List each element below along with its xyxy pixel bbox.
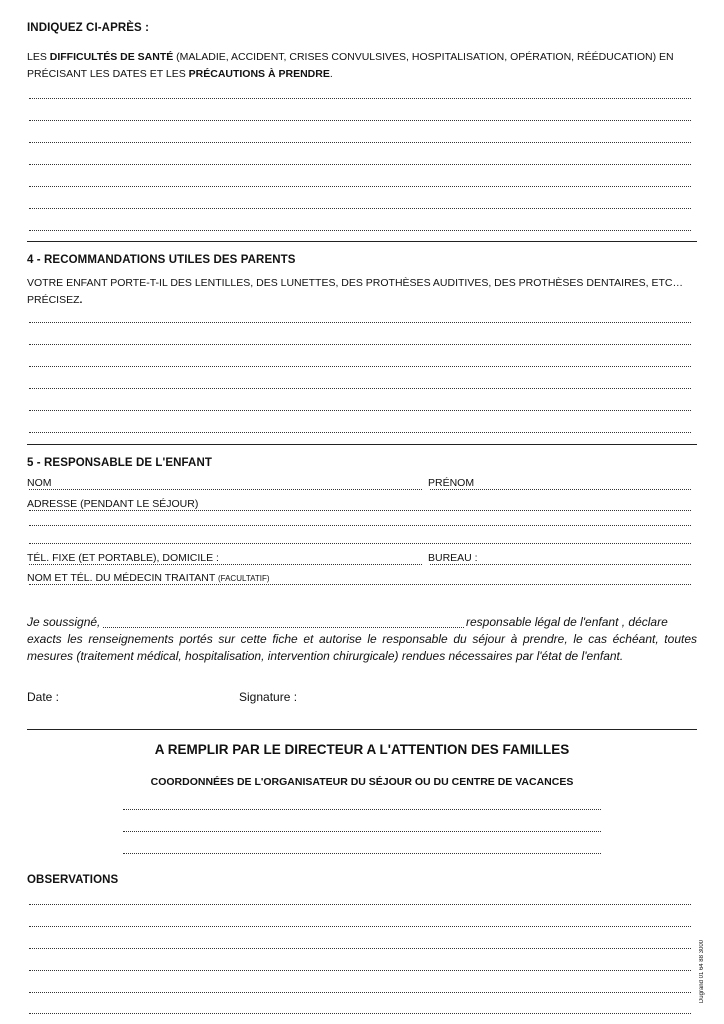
- instr-text-2: (MALADIE, ACCIDENT, CRISES CONVULSIVES, HOSPITALISATION, OPÉRATION, RÉÉDUCATION) EN PRÉCISANT LES DATES ET LES: [27, 51, 674, 80]
- section-4-instructions: [27, 275, 697, 309]
- health-line-7[interactable]: [29, 230, 691, 231]
- facultatif-note: (FACULTATIF): [217, 574, 270, 583]
- bureau-label: BUREAU :: [428, 552, 478, 564]
- date-label: Date :: [27, 690, 60, 704]
- observations-line-5[interactable]: [29, 992, 691, 993]
- adresse-line-3[interactable]: [29, 543, 691, 544]
- observations-line-1[interactable]: [29, 904, 691, 905]
- section-5-header: 5 - RESPONSABLE DE L'ENFANT: [27, 457, 212, 469]
- section-divider: [27, 444, 697, 445]
- health-line-3[interactable]: [29, 142, 691, 143]
- observations-line-6[interactable]: [29, 1013, 691, 1014]
- tel-domicile-label: TÉL. FIXE (ET PORTABLE), DOMICILE :: [27, 552, 219, 564]
- nom-label: NOM: [27, 477, 52, 489]
- health-line-2[interactable]: [29, 120, 691, 121]
- instr-text-1: LES: [27, 51, 50, 63]
- recommendation-line-6[interactable]: [29, 432, 691, 433]
- health-line-4[interactable]: [29, 164, 691, 165]
- instr-bold-precautions: PRÉCAUTIONS À PRENDRE: [188, 68, 330, 80]
- adresse-line-2[interactable]: [29, 525, 691, 526]
- adresse-field[interactable]: [29, 510, 691, 511]
- instr-bold-health: DIFFICULTÉS DE SANTÉ: [49, 51, 174, 63]
- observations-line-3[interactable]: [29, 948, 691, 949]
- recommendation-line-3[interactable]: [29, 366, 691, 367]
- instr-text-3: .: [329, 68, 333, 80]
- je-soussigne-text: Je soussigné,: [27, 615, 101, 629]
- section-divider: [27, 729, 697, 730]
- observations-header: OBSERVATIONS: [27, 874, 119, 886]
- medecin-label-text: NOM ET TÉL. DU MÉDECIN TRAITANT: [27, 572, 216, 584]
- prenom-field[interactable]: [430, 489, 691, 490]
- bureau-field[interactable]: [430, 564, 691, 565]
- prenom-label: PRÉNOM: [428, 477, 475, 489]
- s4-text: VOTRE ENFANT PORTE-T-IL DES LENTILLES, DES LUNETTES, DES PROTHÈSES AUDITIVES, DES PROTHÈSES DENTAIRES, ETC… PRÉCISEZ: [27, 277, 684, 306]
- recommendation-line-1[interactable]: [29, 322, 691, 323]
- organisateur-line-2[interactable]: [123, 831, 601, 832]
- director-title: A REMPLIR PAR LE DIRECTEUR A L'ATTENTION DES FAMILLES: [154, 742, 570, 757]
- tel-domicile-field[interactable]: [29, 564, 422, 565]
- recommendation-line-2[interactable]: [29, 344, 691, 345]
- organisateur-line-1[interactable]: [123, 809, 601, 810]
- s4-period: .: [79, 294, 83, 306]
- organisateur-line-3[interactable]: [123, 853, 601, 854]
- adresse-label: ADRESSE (PENDANT LE SÉJOUR): [27, 498, 199, 510]
- signature-label: Signature :: [239, 690, 298, 704]
- health-line-5[interactable]: [29, 186, 691, 187]
- organisateur-subtitle: COORDONNÉES DE L'ORGANISATEUR DU SÉJOUR OU DU CENTRE DE VACANCES: [150, 776, 574, 788]
- observations-line-4[interactable]: [29, 970, 691, 971]
- health-line-6[interactable]: [29, 208, 691, 209]
- responsable-legal-text: responsable légal de l'enfant , déclare: [466, 615, 668, 629]
- nom-field[interactable]: [29, 489, 422, 490]
- medecin-label: [27, 572, 272, 584]
- soussigne-name-field[interactable]: [100, 627, 464, 628]
- printer-imprint: Dugrand 01 64 88 3000: [699, 940, 705, 1004]
- section-4-header: 4 - RECOMMANDATIONS UTILES DES PARENTS: [27, 254, 296, 266]
- declaration-body: exacts les renseignements portés sur cette fiche et autorise le responsable du séjour à prendre, le cas échéant, toutes mesures (traitement médical, hospitalisation, intervention chirurgicale) rendues nécessaires par l'état de l'enfant.: [27, 632, 697, 663]
- medecin-field[interactable]: [29, 584, 691, 585]
- section-health-instructions: [27, 49, 697, 83]
- section-divider: [27, 241, 697, 242]
- observations-line-2[interactable]: [29, 926, 691, 927]
- recommendation-line-4[interactable]: [29, 388, 691, 389]
- health-line-1[interactable]: [29, 98, 691, 99]
- section-health-header: INDIQUEZ CI-APRÈS :: [27, 22, 150, 34]
- recommendation-line-5[interactable]: [29, 410, 691, 411]
